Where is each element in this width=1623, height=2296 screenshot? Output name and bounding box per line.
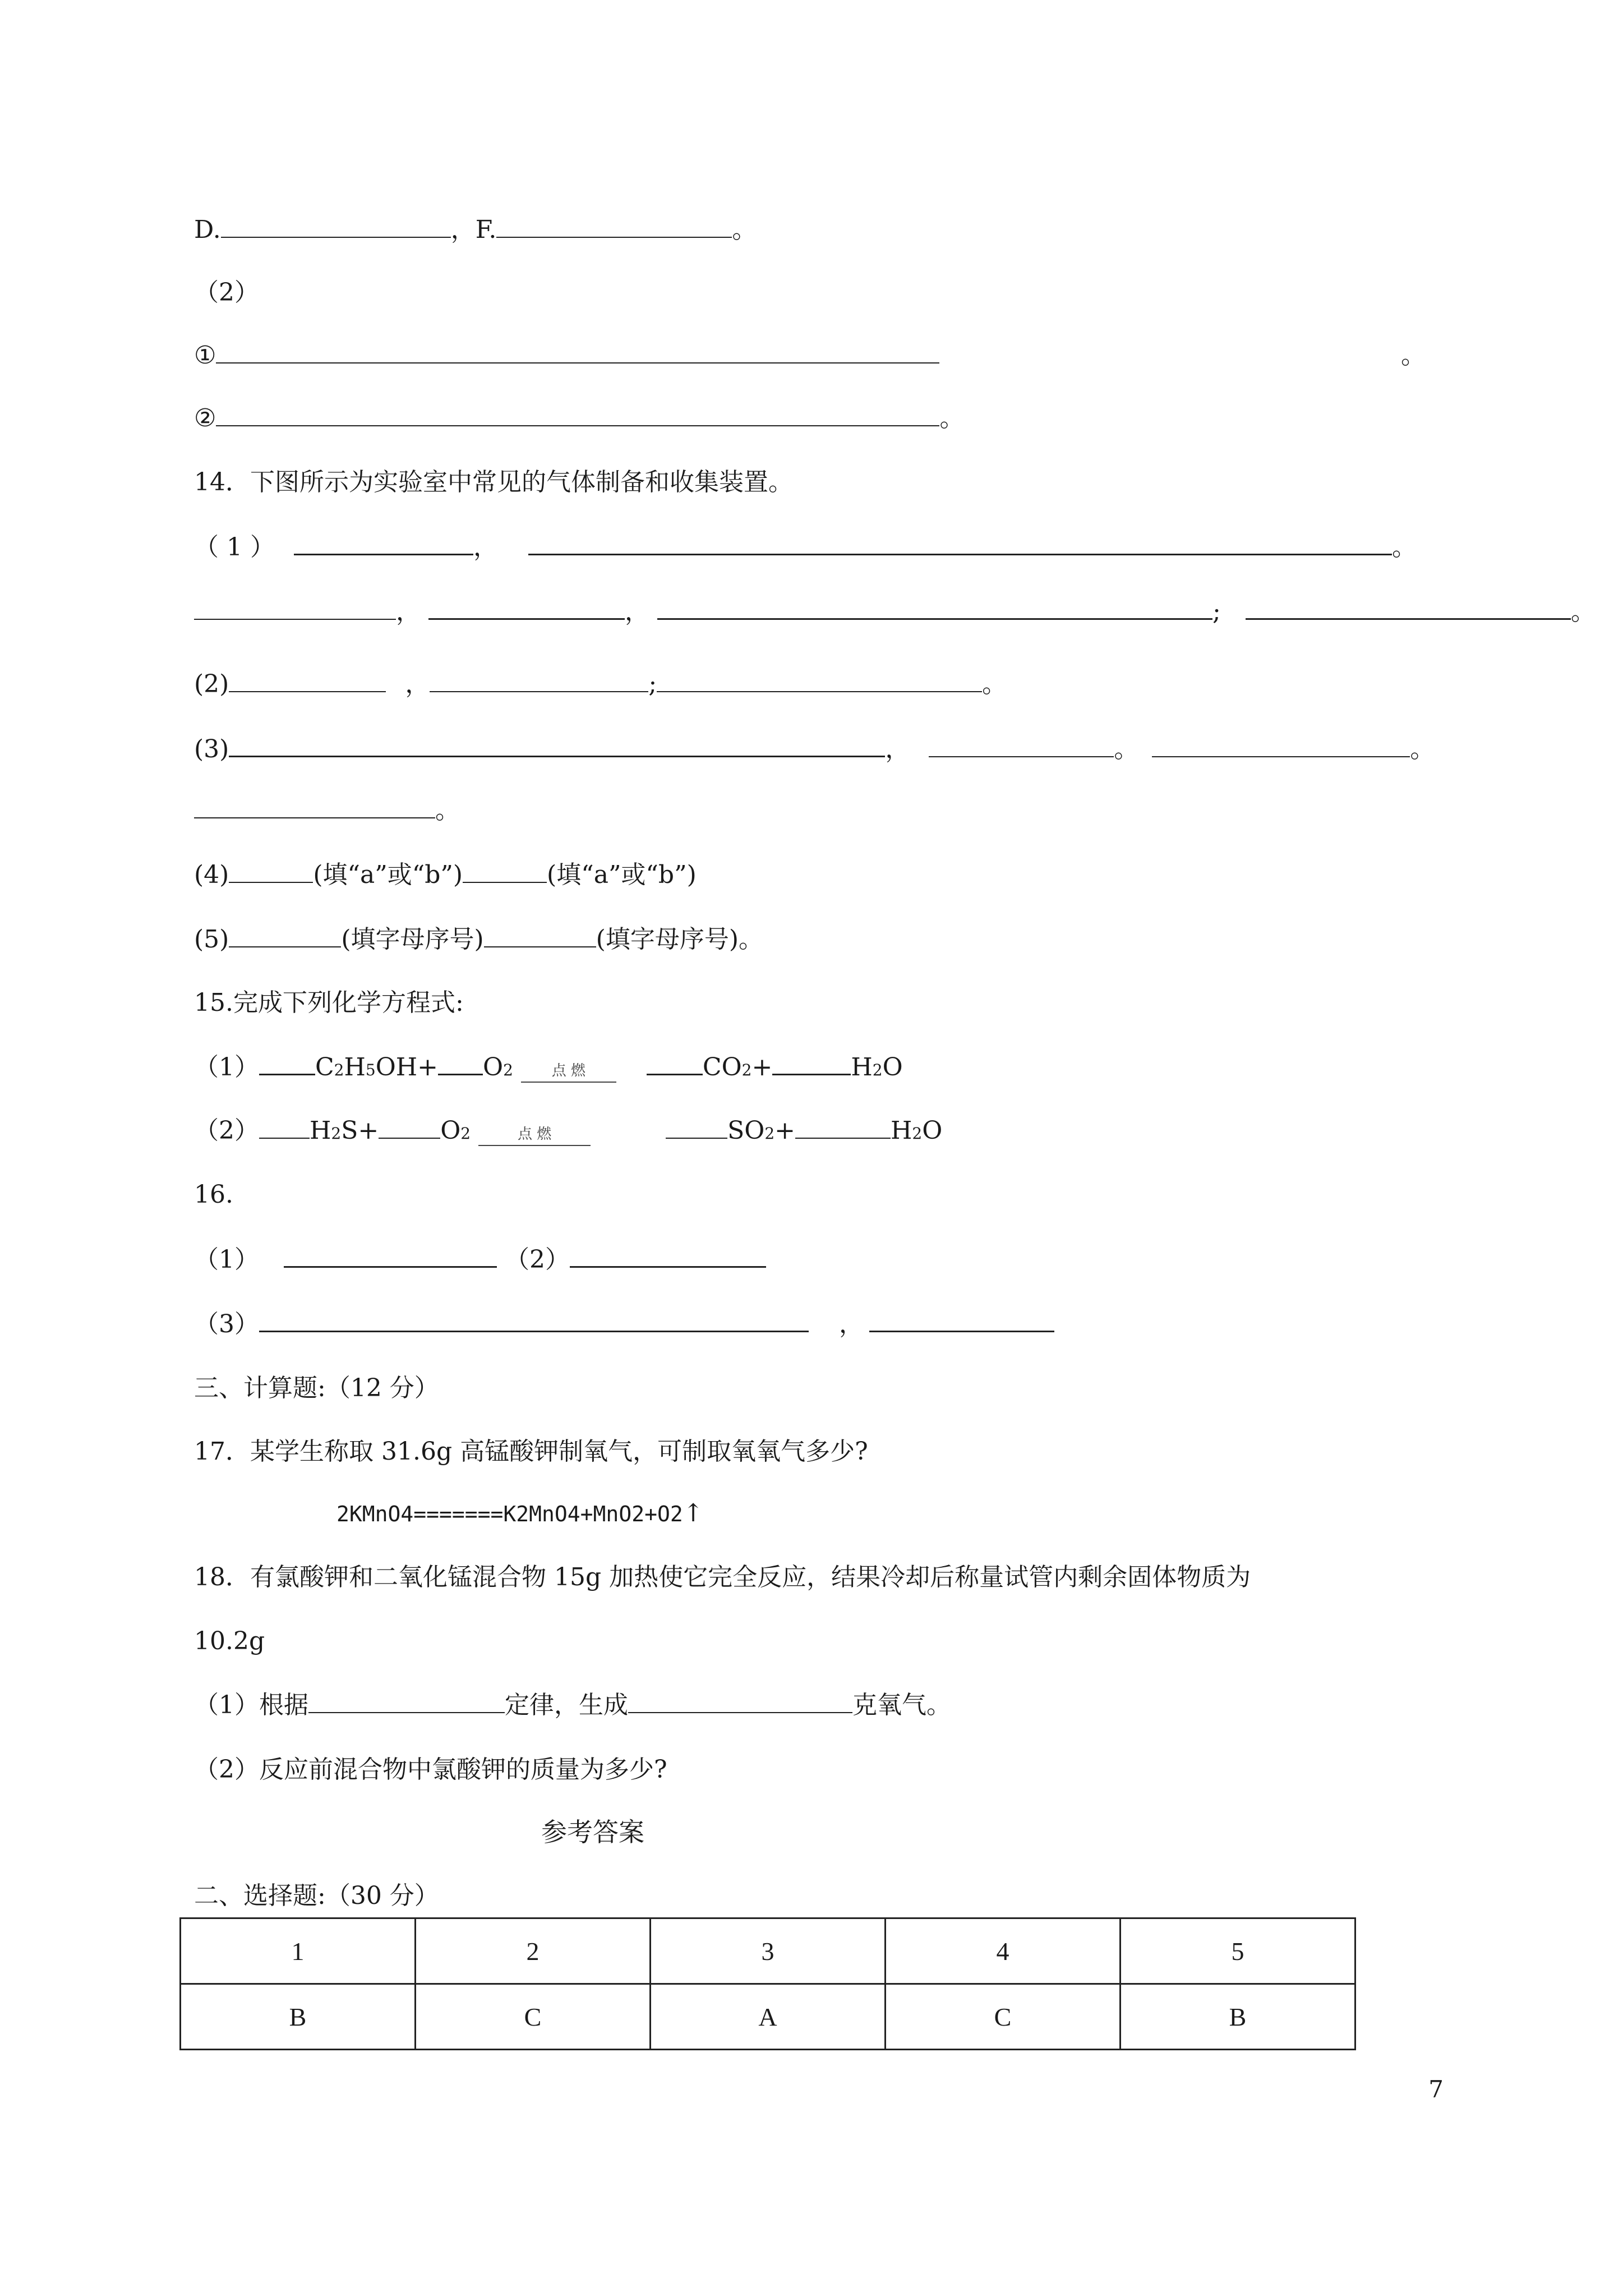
blank-14-1e[interactable] [657, 589, 1212, 620]
q15-eq1 [194, 1045, 903, 1089]
q13-line-df [194, 208, 757, 252]
q17-stem: 17．某学生称取 31.6g 高锰酸钾制氧气，可制取氧氧气多少? [194, 1437, 868, 1466]
punct: ， [473, 533, 498, 562]
blank-14-3d[interactable] [194, 788, 435, 818]
q17-equation [336, 1491, 704, 1536]
formula-part: H [344, 1053, 366, 1082]
hint: (填“a”或“b”) [547, 861, 697, 889]
part-label: （2） [505, 1245, 570, 1274]
subscript: 2 [331, 1124, 342, 1143]
subscript: 2 [503, 1061, 513, 1079]
coef-1c[interactable] [647, 1045, 703, 1075]
q14-part5 [194, 917, 763, 962]
part-label: (3) [194, 735, 229, 763]
q14-part4 [194, 853, 697, 898]
page-number: 7 [1428, 2076, 1444, 2103]
answer-cell: B [1121, 1984, 1355, 2050]
punct: 。 [1401, 341, 1426, 370]
punct: ， [625, 597, 649, 626]
blank-14-2a[interactable] [229, 662, 386, 692]
answer-cell: A [651, 1984, 886, 2050]
punct: 。 [435, 796, 460, 825]
blank-c2[interactable] [216, 396, 939, 426]
header-cell: 1 [181, 1918, 416, 1984]
formula-part: O [882, 1053, 903, 1082]
part-label: （ 1 ） [194, 533, 275, 562]
formula-part: SO [727, 1116, 765, 1145]
blank-16-1[interactable] [284, 1237, 497, 1268]
answers-title: 参考答案 [541, 1817, 644, 1847]
formula-part: H [851, 1053, 873, 1082]
circled-2: ② [194, 404, 216, 432]
q14-stem: 14．下图所示为实验室中常见的气体制备和收集装置。 [194, 468, 793, 496]
blank-16-3b[interactable] [869, 1301, 1054, 1332]
blank-d[interactable] [221, 208, 451, 238]
table-row [181, 1984, 1355, 2050]
blank-14-2c[interactable] [657, 662, 982, 692]
header-cell: 4 [886, 1918, 1121, 1984]
answer-cell: C [416, 1984, 651, 2050]
part-label: (4) [194, 861, 229, 889]
blank-c1[interactable] [216, 333, 939, 364]
hint: (填“a”或“b”) [313, 861, 463, 889]
formula-part: O [483, 1053, 504, 1082]
equation: 2KMnO4=======K2MnO4+MnO2+O2 [336, 1502, 683, 1526]
subscript: 2 [460, 1124, 471, 1143]
hint: (填字母序号) [341, 925, 484, 954]
answer-cell: B [181, 1984, 416, 2050]
punct: ， [405, 670, 430, 698]
table-header-row [181, 1918, 1355, 1984]
subscript: 2 [764, 1124, 775, 1143]
part-label: (2) [194, 670, 229, 698]
coef-2a[interactable] [259, 1108, 310, 1139]
blank-16-2[interactable] [570, 1237, 766, 1268]
reaction-condition: 点 燃 [478, 1126, 591, 1146]
formula-part: H [891, 1116, 912, 1145]
blank-14-3a[interactable] [229, 726, 885, 757]
q14-part3 [194, 726, 1435, 771]
blank-14-1f[interactable] [1246, 589, 1571, 620]
subscript: 2 [334, 1061, 344, 1079]
part-label: （3） [194, 1310, 259, 1338]
punct: ， [885, 735, 910, 763]
blank-14-3b[interactable] [929, 727, 1114, 757]
blank-f[interactable] [496, 208, 732, 238]
header-cell: 5 [1121, 1918, 1355, 1984]
header-cell: 3 [651, 1918, 886, 1984]
punct: 。 [732, 215, 757, 244]
up-arrow-icon: ↑ [683, 1499, 704, 1527]
header-cell: 2 [416, 1918, 651, 1984]
formula-part: S+ [341, 1116, 379, 1145]
punct: 。 [1391, 533, 1417, 562]
eq-label: （1） [194, 1053, 259, 1082]
q13-line-1 [194, 333, 1439, 378]
coef-1d[interactable] [772, 1045, 851, 1075]
coef-1b[interactable] [438, 1045, 483, 1075]
formula-part: + [774, 1116, 796, 1145]
formula-part: O [922, 1116, 943, 1145]
coef-2b[interactable] [379, 1108, 440, 1139]
punct: ; [648, 670, 657, 698]
hint: (填字母序号)。 [596, 925, 764, 954]
subscript: 2 [741, 1061, 752, 1079]
eq-label: （2） [194, 1116, 259, 1145]
blank-16-3a[interactable] [259, 1301, 809, 1332]
q18-part2: （2）反应前混合物中氯酸钾的质量为多少? [194, 1755, 667, 1784]
q15-eq2 [194, 1108, 942, 1153]
q18-part1 [194, 1683, 951, 1728]
blank-14-4b[interactable] [463, 853, 547, 883]
formula-part: H [310, 1116, 331, 1145]
text: 定律，生成 [505, 1691, 628, 1719]
punct: 。 [1410, 735, 1435, 763]
blank-14-1c[interactable] [194, 590, 396, 620]
punct: 。 [939, 404, 965, 432]
answers-section-heading: 二、选择题:（30 分） [194, 1881, 439, 1910]
punct: ; [1212, 597, 1221, 626]
q14-part2 [194, 662, 1007, 707]
blank-14-1d[interactable] [428, 589, 625, 620]
label-f: ，F. [450, 215, 497, 244]
blank-18-mass[interactable] [628, 1683, 852, 1713]
coef-2c[interactable] [666, 1108, 727, 1139]
q14-part3-cont [194, 788, 460, 833]
q14-line-continued [194, 589, 1596, 634]
q16-parts-1-2 [194, 1237, 766, 1282]
blank-14-1a[interactable] [294, 524, 473, 555]
label-d: D. [194, 215, 221, 244]
reaction-condition: 点 燃 [521, 1062, 616, 1083]
q14-part1 [194, 524, 1417, 569]
blank-14-5b[interactable] [484, 917, 596, 947]
subscript: 2 [872, 1061, 883, 1079]
blank-14-4a[interactable] [229, 853, 313, 883]
part-label: （1） [194, 1245, 259, 1274]
part-label: (5) [194, 925, 229, 954]
q18-stem-cont: 10.2g [194, 1627, 265, 1655]
text: （1）根据 [194, 1691, 308, 1719]
subscript: 5 [365, 1061, 376, 1079]
circled-1: ① [194, 341, 216, 370]
text: 克氧气。 [852, 1691, 951, 1719]
blank-14-5a[interactable] [229, 917, 341, 947]
q16-stem: 16. [194, 1180, 233, 1209]
coef-2d[interactable] [795, 1108, 891, 1139]
section-3-heading: 三、计算题:（12 分） [194, 1374, 439, 1402]
answers-table [179, 1917, 1356, 2050]
formula-part: O [440, 1116, 461, 1145]
subscript: 2 [912, 1124, 923, 1143]
q13-part2: （2） [194, 278, 259, 307]
formula-part: + [751, 1053, 773, 1082]
q15-stem: 15.完成下列化学方程式: [194, 988, 464, 1017]
formula-part: CO [702, 1053, 742, 1082]
punct: 。 [1114, 735, 1139, 763]
formula-part: C [315, 1053, 334, 1082]
punct: 。 [982, 670, 1007, 698]
q13-line-2 [194, 396, 964, 441]
coef-1a[interactable] [259, 1045, 315, 1075]
punct: ， [839, 1310, 864, 1338]
blank-14-3c[interactable] [1152, 727, 1410, 757]
blank-14-2b[interactable] [430, 662, 648, 692]
formula-part: OH+ [375, 1053, 439, 1082]
q16-part3 [194, 1301, 1054, 1346]
q18-stem: 18．有氯酸钾和二氧化锰混合物 15g 加热使它完全反应，结果冷却后称量试管内剩余固体物质为 [194, 1563, 1251, 1591]
punct: ， [396, 597, 421, 626]
blank-18-law[interactable] [308, 1683, 505, 1713]
answer-cell: C [886, 1984, 1121, 2050]
blank-14-1b[interactable] [528, 524, 1392, 555]
punct: 。 [1570, 597, 1596, 626]
